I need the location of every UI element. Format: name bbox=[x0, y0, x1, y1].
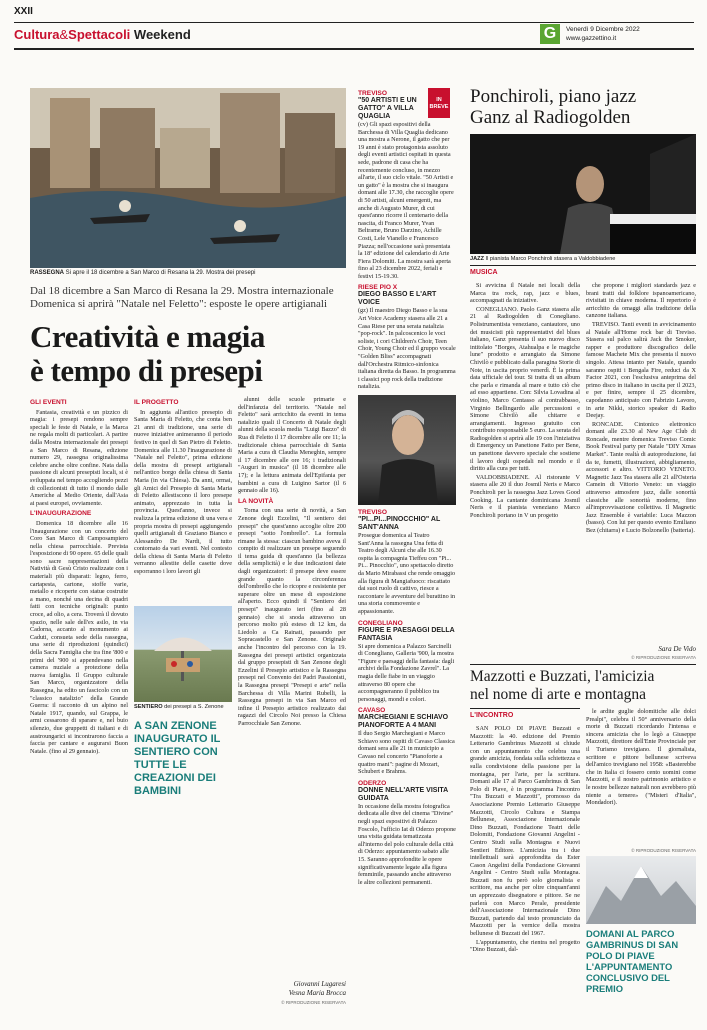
umbrella-presepe-image bbox=[134, 606, 232, 702]
breve-item: CONEGLIANO FIGURE E PAESAGGI DELLA FANTASIA Si apre domenica a Palazzo Sarcinelli di Conegliano, Galleria '900, la mostra "Figure e paesaggi della fantasia: dagli archivi della Fondazione Zavrel". La magia delle fiabe in un viaggio attraverso 80 opere che accompagneranno il pubblico tra personaggi, mondi e colori. bbox=[358, 619, 455, 703]
singer-portrait-image bbox=[358, 395, 456, 505]
ponchiroli-headline: Ponchiroli, piano jazz Ganz al Radiogolden bbox=[470, 86, 637, 128]
sentiero-caption: SENTIERO dei presepi a S. Zenone bbox=[134, 704, 224, 710]
incontro-rule bbox=[470, 708, 580, 709]
mountain-photo bbox=[586, 856, 696, 924]
ponchiroli-photo bbox=[470, 134, 696, 254]
page-number: XXII bbox=[14, 6, 33, 17]
main-byline: Giovanni Lugaresi Vesna Maria Brocca bbox=[288, 980, 346, 997]
main-column-3: alunni delle scuole primarie e dell'infanzia del territorio. "Natale nel Feletto" sarà arricchito da eventi in tema natalizio quali il Concerto di Natale degli alunni della scuola media "Luigi Bazzo" di Rua di Feletto il 17 dicembre alle ore 11; la tradizionale chiesa parrocchiale di Santa Maria a cura di Claudia Meneghin, sempre il 17 dicembre alle ore 16; i tradizionali "Auguri in musica" (il 18 dicembre alle 17); e la lettura animata dell'Epifania per bambini a cura di Luigino Sartor (il 6 gennaio alle 16). LA NOVITÀ Torna con una serie di novità, a San Zenone degli Ezzelini, "Il sentiero dei presepi" che quest'anno accoglie oltre 200 presepi "sotto l'ombrello". La formula rimane la stessa: ciascun bambino aveva il compito di realizzare un presepe seguendo il tema guida di quest'anno (la bellezza della semplicità) e le due indicazioni date dagli organizzatori: il presepe deve essere grande quanto la circonferenza dell'ombrello che lo ricopre e resistente per superare oltre un mese di esposizione all'aperto. Ecco quindi il "Sentiero dei presepi" inaugurato ieri (fino al 28 gennaio) che si snoda attraverso un percorso molto più esteso di 12 km, da Liedolo a Ca Rainati, passando per Sopracastello e San Zenone. Originale anche l'incontro del percorso con la 19. Rassegna dei presepi artistici organizzata dal gruppo presepisti di San Zenone degli Ezzelini il Presepio artistico e la Rassegna presepi nel Convento dei Padri Passionisti, la Rassegna presepi "Presepi e arte" nella Barchessa di Villa Marini Rubelli, la Rassegna presepi in via San Marco ed infine il Presepio artistico realizzato dai ragazzi del Circolo Noi presso la Chiesa Parrocchiale San Zenone. bbox=[238, 396, 346, 727]
breve-item: TREVISO "PI...PI...PINOCCHIO" AL SANT'ANNA Prosegue domenica al Teatro Sant'Anna la rassegna Una fetta di Teatro degli Alcuni che alle 16.30 ospita la compagnia Tieffeu con "Pi... Pi... Pinocchio", uno spettacolo diretto da Mario Mirabassi che rende omaggio alla figura di Mangiafuoco: riscattato dai suoi ruolo di cattivo, riesce a raccontare le avventure del burattino in una storia commovente e appassionante. bbox=[358, 509, 456, 615]
header-website[interactable]: www.gazzettino.it bbox=[566, 35, 617, 42]
main-column-2: IL PROGETTO In aggiunta all'antico presepio di Santa Maria di Feletto, che conta ben 21 anni di tradizione, una serie di nuove iniziative animeranno il periodo festivo in quel di San Pietro di Feletto. Domenica alle 11.30 l'inaugurazione di "Natale nel Feletto", prima edizione della mostra di presepi artigianali nell'antico borgo della chiesa di Santa Maria (in via Chiesa). Da anni, ormai, gli Amici del Presepio di Santa Maria di Feletto allestiscono il loro presepe animato, apprezzato in tutta la provincia. Quest'anno, invece si realizza la prima edizione di una vera e propria mostra di presepi aggiungendo quelli artigianali di Graziano Bianco e Alessandro De Nardi, il tutto contornato da vari eventi. Nel contesto della chiesa di Santa Maria di Feletto verranno allestite delle casette dove esporranno i loro lavori gli bbox=[134, 399, 232, 576]
sentiero-photo bbox=[134, 606, 232, 702]
weekend-label: Weekend bbox=[133, 27, 191, 42]
header-date: Venerdì 9 Dicembre 2022 bbox=[566, 26, 640, 33]
diego-basso-photo bbox=[358, 395, 456, 505]
breve-item: RIESE PIO X DIEGO BASSO E L'ART VOICE (gz) Il maestro Diego Basso e la sua Art Voice Academy stasera alle 21 a Casa Riese per una serata natalizia "pop-rock". In palcoscenico le voci soliste, i cori Children's Choir, Teen Choir, Young Choir ed il gruppo vocale "Golden Bliss" accompagnati dall'Orchestra Ritmico-sinfonica italiana diretta da Basso. In programma i classici pop rock della tradizione natalizia. bbox=[358, 284, 456, 391]
header-rule-bottom bbox=[14, 48, 694, 50]
main-headline: Creatività e magia è tempo di presepi bbox=[30, 319, 265, 388]
mazzotti-column-2: le ardite guglie dolomitiche alle dolci Prealpi", celebra il 50° anniversario della morte di Buzzati ricordando l'intensa e sincera amicizia che lo legò a Giuseppe Mazzotti, direttore dell'Ente Provinciale per il Turismo trevigiano. Il giornalista, scrittore e pittore bellunese scriveva dell'amico trevigiano nel 1958: «Basterebbe che in Italia ci fossero cento uomini come Mazzotti, e il nostro patrimonio artistico e le nostre bellezze naturali non avrebbero più niente a temere» ("Misteri d'Italia", Mondadori). bbox=[586, 708, 696, 807]
mazzotti-rights: © RIPRODUZIONE RISERVATA bbox=[631, 848, 696, 853]
san-zenone-callout: A SAN ZENONE INAUGURATO IL SENTIERO CON TUTTE LE CREAZIONI DEI BAMBINI bbox=[134, 720, 221, 797]
incontro-label: L'INCONTRO bbox=[470, 712, 514, 719]
breve-item: CAVASO MARCHEGIANI E SCHIAVO PIANOFORTE A 4 MANI Il duo Sergio Marchegiani e Marco Schiavo sono ospiti di Cavaso Classica domani sera alle 21 in municipio a Cavaso nel concerto "Pianoforte a quattro mani": pagine di Mozart, Schubert e Brahms. bbox=[358, 707, 455, 776]
ponchiroli-caption: JAZZ Il pianista Marco Ponchiroli stasera a Valdobbiadene bbox=[470, 256, 616, 262]
mazzotti-callout: DOMANI AL PARCO GAMBRINUS DI SAN POLO DI PIAVE L'APPUNTAMENTO CONCLUSIVO DEL PREMIO bbox=[586, 928, 679, 994]
in-breve-badge: IN BREVE bbox=[428, 88, 450, 118]
ponchiroli-column-2: che propone i migliori standards jazz e brani tratti dal folklore ispanoamericano, rivisitati in chiave moderna. Il repertorio è arricchito da omaggi alla tradizione della canzone italiana. TREVISO. Tanti eventi in avvicinamento al Natale all'Home rock bar di Treviso. Stasera sul palco salirà Jack the Smoker, rapper e produttore discografico delle famose Machete Mix che presenta il nuovo singolo. Attesa intanto per Natale, quando saranno ospiti i Bengala Fire, reduci da X Factor 2021, con l'esclusiva anteprima del primo disco in italiano in uscita per il 2023, e per finire, sempre il 25 dicembre, capodanno anticipato con Fabrizio Lavoro, in arte Nikki, storico speaker di Radio Deejay. RONCADE. Cintonico elettronico domani alle 23.30 al New Age Club di Roncade, mentre domenica Treviso Comic Book Festival party per Natale "DIY Xmas Market". Tante realtà di autoproduzione, fai da te, fumetti, illustrazioni, abbigliamento, accessori e altro. VITTORIO VENETO. Magnetic Jazz Tea stasera alle 21 all'Osteria Camein di Vittorio Veneto: un viaggio attraverso atmosfere jazz, dalle sonorità classiche alle sonorità moderne, fino all'improvvisazione collettiva. Il Magnetic Jazz Ensemble è variabile: Luca Mazzon (basso). Con lui per questo evento Emiliano Bez (chitarra) e Lucio Bolzonello (batteria). bbox=[586, 282, 696, 534]
photo-caption: RASSEGNA Si apre il 18 dicembre a San Marco di Resana la 29. Mostra dei presepi bbox=[30, 270, 256, 276]
mazzotti-top-rule bbox=[470, 664, 696, 665]
mazzotti-headline: Mazzotti e Buzzati, l'amicizia nel nome di arte e montagna bbox=[470, 668, 655, 703]
header-rule bbox=[14, 22, 694, 23]
ponchiroli-byline: Sara De Vido bbox=[658, 645, 696, 653]
venice-diorama-image bbox=[30, 88, 346, 268]
brevi-column bbox=[358, 90, 456, 1020]
musica-label: MUSICA bbox=[470, 269, 498, 276]
musica-rule bbox=[470, 265, 696, 266]
ponchiroli-rights: © RIPRODUZIONE RISERVATA bbox=[631, 655, 696, 660]
alpine-sketch-image bbox=[586, 856, 696, 924]
main-rights: © RIPRODUZIONE RISERVATA bbox=[281, 1000, 346, 1005]
section-title: Cultura&Spettacoli Weekend bbox=[14, 27, 191, 42]
deck: Dal 18 dicembre a San Marco di Resana la 29. Mostra internazionale Domenica si aprirà "Natale nel Feletto": esposte le opere artigianali bbox=[30, 285, 334, 310]
main-column-1: GLI EVENTI Fantasia, creatività e un pizzico di magia: i presepi rendono sempre speciali le feste di Natale, e la Marca ne regala molti di particolari. A partire dalla Mostra internazionale dei presepi a San Marco di Resana, edizione numero 29, rassegna originalissima celebre anche oltre confine. Nata dalla passione di alcuni presepisti locali, si è sviluppata nel tempo accogliendo pezzi di collezionisti di tutto il mondo dalle Americhe al Medio Oriente, dall'Asia ai paesi europei, ovviamente. L'INAUGURAZIONE Domenica 18 dicembre alle 16 l'inaugurazione con un concerto del Coro San Marco di Camposampiero nella chiesa parrocchiale. Prevista l'esposizione di 90 opere. 65 delle quali sono sacre rappresentazioni della Natività di Gesù Cristo realizzate con i materiali più disparati: legno, ferro, cartapesta, cartone, stoffe varie, metallo e ricoperte con statue costruite a mano, nonché una decina di quadri fatti con tecniche originali: punto croce, ad olio, a cera. Troverà il dovuto spazio, nelle sale dell'ex asilo, in via Cadorna, accanto al monumento ai Caduti, consueta sede della rassegna, una serie di riproduzioni (quindici) della Sacra Famiglia che tra fine '800 e primi del '900 si appendevano nella camera nuziale a protezione della nuova famiglia. Il Gruppo culturale San Marco, organizzatore della Rassegna, ha edito un fascicolo con un "classico natalizio" della Grande Guerra: il racconto di un alpino nel Natale 1917, quando, sul Grappa, le armi cessarono di sparare e, nel buio silenzio, due gruppetti di italiani e di austroungarici si incontrarono faccia a faccia per cantare e augurarsi Buon Natale. (fino al 29 gennaio). bbox=[30, 399, 128, 755]
mazzotti-column-1: SAN POLO DI PIAVE Buzzati e Mazzotti: la 40. edizione del Premio Letterario Gambrinus Mazzotti si chiude con un appuntamento che celebra una grande amicizia, fondata sulla schiettezza e sulla condivisione della passione per la montagna, per l'arte, per la scrittura. Domani alle 17 al Parco Gambrinus di San Polo di Piave, è in programma l'incontro "Tra Buzzati e Mazzotti", promosso da Associazione Premio Letterario Giuseppe Mazzotti, Circolo Cultura e Stampa Bellunese, Associazione Internazionale Dino Buzzati, Fondazione Teatri delle Dolomiti, Fondazione Giovanni Angelini - Centro Studi sulla Montagna e Nuovi Sentieri Editore. L'amicizia tra i due intellettuali sarà approfondita da Ester Cason Angelini della Fondazione Giovanni Angelini - Centro Studi sulla Montagna. Buzzati non fu però solo giornalista e scrittore, ma anche per oltre cinquant'anni un apprezzato disegnatore e pittore. Se ne parlerà con Marco Perale, presidente dell'Associazione Internazionale Dino Buzzati, partendo dal testo pronunciato da Mazzotti per la vernice della mostra bellunese di Buzzati del 1967. L'appuntamento, che rientra nel progetto "Dino Buzzati, dal- bbox=[470, 725, 580, 954]
presepe-photo bbox=[30, 88, 346, 268]
gazzettino-logo: G bbox=[540, 24, 560, 44]
breve-item: ODERZO DONNE NELL'ARTE VISITA GUIDATA In occasione della mostra fotografica dedicata alle dive del cinema "Divine" negli spazi espositivi di Palazzo Foscolo, l'ufficio Iat di Oderzo propone una visita guidata tematizzata all'interno del polo culturale della città di Oderzo: appuntamento sabato alle 15. Saranno approfondite le opere significativamente legate alla figura femminile, passando anche attraverso le altre collezioni permanenti. bbox=[358, 779, 456, 886]
pianist-image bbox=[470, 134, 696, 254]
ponchiroli-column-1: Si avvicina il Natale nei locali della Marca tra rock, rap, jazz e blues, accompagnati da iniziative. CONEGLIANO. Paolo Ganz stasera alle 21 al Radiogolden di Conegliano. Polistrumentista veneziano, cantautore, uno dei musicisti più rappresentativi del blues italiano, Ganz presenta il suo nuovo disco intitolato "Borges, Atahualpa e le magiche lune" prodotto e arrangiato da Simone Chivilò e pubblicato dalla paragina Storie di Note, in uscita proprio venerdì. È la prima data ufficiale del tour. Si tratta di un album che parla e rimanda al mare e tutto ciò che ad esso appartiene. Con: Silvia Lovadina al violino, Marco Centasso al contrabbasso, Virginio Bellingardo alle percussioni e Simone Chivilò alle chitarre e arrangiamenti. Ingresso gratuito con contributo responsabile 5 euro. La serata del Radiogolden si aprirà alle 19 con l'iniziativa di Emergency un Panettone Fatto per Bene, un panettone davvero speciale che sostiene il lavoro degli ospedali nel mondo e il diritto alla cura per tutti. VALDOBBIADENE. Al ristorante V stasera alle 20 il duo Josmil Neris e Marco Ponchiroli per la rassegna Jazz Loves Good Cooking. La cantante dominicana Josmil Neris e il pianista veneziano Marco Ponchiroli portano in V un progetto bbox=[470, 282, 580, 519]
breve-item: TREVISO "50 ARTISTI E UN GATTO" A VILLA QUAGLIA (cv) Gli spazi espositivi della Barchessa di Villa Quaglia dedicano una mostra a Nerone, il gatto che per 19 anni è stato protagonista assoluto degli eventi artistici ospitati in questa sede, padrone di casa che ha recentemente concluso, in mezzo all'arte, il suo ciclo vitale. "50 Artisti e un gatto" è la mostra che si inaugura domani alle 17.30, che raccoglie opere di 50 artisti, alcuni emergenti, ma anche di Augusto Murer, di cui quest'anno ricorre il centenario della nascita, di Franco Murer, Yvan Beltrame, Bruno Darzino, Achille Costi, Lele Vianello e Francesco Piazza; nell'occasione sarà presentata la 18ª edizione del calendario di Arte Fiera Dolomiti. La mostra sarà aperta fino al 23 dicembre 2022, feriali e festivi 15-19.30. bbox=[358, 90, 454, 280]
